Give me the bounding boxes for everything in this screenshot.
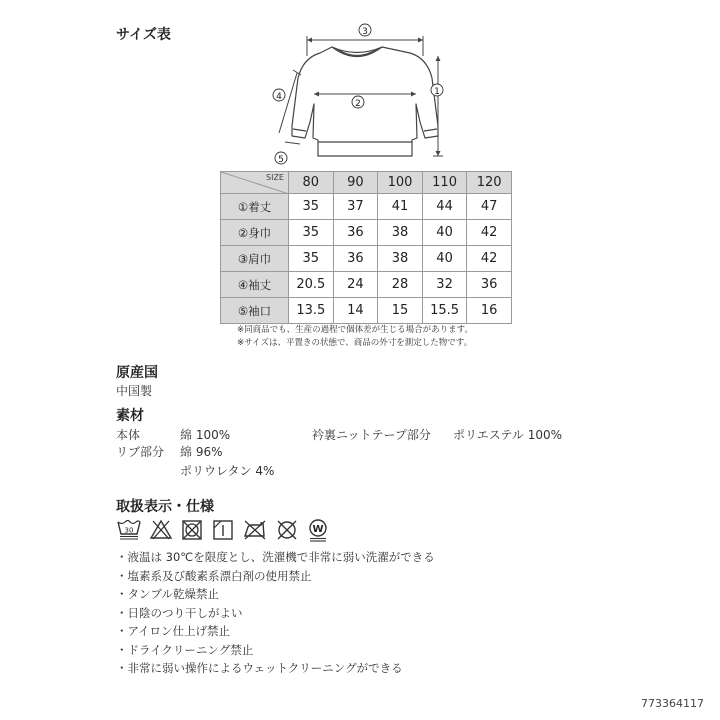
table-cell: 35 bbox=[289, 246, 334, 272]
table-cell: 20.5 bbox=[289, 272, 334, 298]
table-cell: 28 bbox=[378, 272, 423, 298]
no-tumble-dry-icon bbox=[180, 518, 204, 542]
table-cell: 14 bbox=[333, 298, 378, 324]
size-note: ※サイズは、平置きの状態で、商品の外寸を測定した物です。 bbox=[237, 338, 473, 348]
table-cell: 42 bbox=[467, 246, 512, 272]
size-header: 100 bbox=[378, 172, 423, 194]
table-cell: 40 bbox=[422, 220, 467, 246]
table-cell: 15.5 bbox=[422, 298, 467, 324]
table-cell: 37 bbox=[333, 194, 378, 220]
wet-clean-letter: W bbox=[312, 524, 324, 535]
care-item: ・液温は 30℃を限度とし、洗濯機で非常に弱い洗濯ができる bbox=[116, 550, 435, 564]
table-cell: 44 bbox=[422, 194, 467, 220]
wet-clean-very-gentle-icon bbox=[306, 518, 330, 542]
material-rib-value: 綿 96% bbox=[180, 445, 223, 459]
size-header: 80 bbox=[289, 172, 334, 194]
table-cell: 35 bbox=[289, 194, 334, 220]
row-label: ②身巾 bbox=[221, 220, 289, 246]
table-cell: 47 bbox=[467, 194, 512, 220]
size-header: 120 bbox=[467, 172, 512, 194]
origin-value: 中国製 bbox=[116, 384, 153, 398]
table-cell: 16 bbox=[467, 298, 512, 324]
size-table bbox=[220, 171, 512, 324]
care-item: ・ドライクリーニング禁止 bbox=[116, 643, 254, 657]
table-row bbox=[221, 220, 512, 246]
no-iron-icon bbox=[242, 518, 268, 542]
size-note: ※同商品でも、生産の過程で個体差が生じる場合があります。 bbox=[237, 325, 473, 335]
care-icons bbox=[116, 518, 330, 542]
table-cell: 24 bbox=[333, 272, 378, 298]
row-label: ⑤袖口 bbox=[221, 298, 289, 324]
wash-30-very-gentle-icon bbox=[116, 518, 142, 542]
table-cell: 13.5 bbox=[289, 298, 334, 324]
label-1: 1 bbox=[434, 87, 440, 97]
size-header: 90 bbox=[333, 172, 378, 194]
table-cell: 41 bbox=[378, 194, 423, 220]
label-5: 5 bbox=[278, 155, 284, 165]
size-header: 110 bbox=[422, 172, 467, 194]
table-cell: 15 bbox=[378, 298, 423, 324]
material-heading: 素材 bbox=[116, 408, 144, 424]
no-dry-clean-icon bbox=[275, 518, 299, 542]
no-bleach-icon bbox=[149, 518, 173, 542]
table-cell: 42 bbox=[467, 220, 512, 246]
table-row bbox=[221, 194, 512, 220]
material-body-value: 綿 100% bbox=[180, 428, 231, 442]
table-cell: 35 bbox=[289, 220, 334, 246]
table-row bbox=[221, 246, 512, 272]
table-cell: 36 bbox=[467, 272, 512, 298]
size-corner-label: SIZE bbox=[266, 173, 284, 182]
size-header-row bbox=[221, 172, 512, 194]
material-collar-label: 衿裏ニットテープ部分 bbox=[312, 428, 431, 442]
care-item: ・塩素系及び酸素系漂白剤の使用禁止 bbox=[116, 569, 312, 583]
origin-heading: 原産国 bbox=[116, 365, 158, 381]
drip-dry-shade-icon bbox=[211, 518, 235, 542]
care-item: ・非常に弱い操作によるウェットクリーニングができる bbox=[116, 661, 403, 675]
table-cell: 36 bbox=[333, 220, 378, 246]
table-cell: 38 bbox=[378, 220, 423, 246]
row-label: ④袖丈 bbox=[221, 272, 289, 298]
wash-temp: 30 bbox=[124, 526, 134, 535]
row-label: ①着丈 bbox=[221, 194, 289, 220]
material-rib-value: ポリウレタン 4% bbox=[180, 464, 275, 478]
table-row bbox=[221, 272, 512, 298]
care-item: ・タンブル乾燥禁止 bbox=[116, 587, 220, 601]
care-item: ・日陰のつり干しがよい bbox=[116, 606, 243, 620]
care-heading: 取扱表示・仕様 bbox=[116, 499, 214, 515]
material-collar-value: ポリエステル 100% bbox=[453, 428, 563, 442]
product-code: 773364117 bbox=[641, 697, 704, 710]
care-item: ・アイロン仕上げ禁止 bbox=[116, 624, 230, 638]
material-rib-label: リブ部分 bbox=[116, 445, 165, 459]
label-2: 2 bbox=[355, 99, 361, 109]
table-cell: 38 bbox=[378, 246, 423, 272]
table-cell: 32 bbox=[422, 272, 467, 298]
sweatshirt-measurement-diagram bbox=[255, 18, 470, 178]
size-chart-heading: サイズ表 bbox=[116, 27, 171, 43]
table-cell: 40 bbox=[422, 246, 467, 272]
table-cell: 36 bbox=[333, 246, 378, 272]
label-4: 4 bbox=[276, 92, 282, 102]
row-label: ③肩巾 bbox=[221, 246, 289, 272]
label-3: 3 bbox=[362, 27, 368, 37]
size-corner-cell bbox=[221, 172, 289, 194]
material-body-label: 本体 bbox=[116, 428, 141, 442]
table-row bbox=[221, 298, 512, 324]
